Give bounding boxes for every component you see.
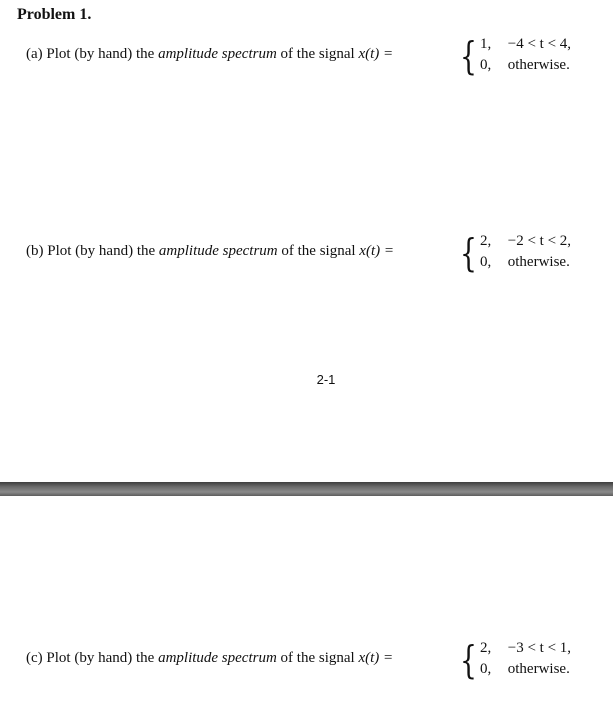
statement-emphasis: amplitude spectrum (158, 243, 278, 259)
part-label: (a) (26, 46, 43, 62)
case-row-first (480, 231, 571, 251)
signal-expression: x(t) = (359, 243, 394, 259)
case-row-first (480, 638, 571, 658)
page-break-divider (0, 482, 613, 496)
statement-emphasis: amplitude spectrum (158, 46, 277, 62)
case-condition: −2 < t < 2, (507, 233, 572, 249)
left-brace-icon: { (460, 231, 477, 275)
case-value: 1, (480, 36, 492, 52)
problem-part-c (0, 636, 613, 692)
signal-expression: x(t) = (358, 46, 394, 62)
problem-part-a (0, 32, 613, 88)
case-row-otherwise (480, 252, 570, 272)
case-row-otherwise (480, 659, 570, 679)
problem-statement (26, 648, 393, 668)
case-row-otherwise (480, 55, 570, 75)
page-number: 2-1 (316, 372, 336, 387)
problem-part-b (0, 229, 613, 285)
statement-suffix: of the signal (280, 46, 355, 62)
part-label: (b) (26, 243, 44, 259)
statement-prefix: Plot (by hand) the (46, 650, 155, 666)
problem-heading: Problem 1. (17, 6, 92, 23)
signal-expression: x(t) = (358, 650, 394, 666)
problem-statement (26, 241, 394, 261)
case-condition: otherwise. (507, 254, 570, 270)
statement-suffix: of the signal (281, 243, 356, 259)
statement-suffix: of the signal (280, 650, 355, 666)
statement-emphasis: amplitude spectrum (158, 650, 277, 666)
case-value: 0, (480, 661, 492, 677)
statement-prefix: Plot (by hand) the (47, 243, 156, 259)
statement-prefix: Plot (by hand) the (46, 46, 155, 62)
problem-statement (26, 44, 393, 64)
case-value: 2, (480, 233, 492, 249)
case-value: 0, (480, 57, 492, 73)
case-value: 0, (480, 254, 492, 270)
case-condition: −3 < t < 1, (507, 640, 572, 656)
case-condition: otherwise. (507, 57, 570, 73)
case-row-first (480, 34, 571, 54)
case-condition: −4 < t < 4, (507, 36, 572, 52)
case-condition: otherwise. (507, 661, 570, 677)
left-brace-icon: { (460, 34, 477, 78)
case-value: 2, (480, 640, 492, 656)
part-label: (c) (26, 650, 43, 666)
left-brace-icon: { (460, 638, 477, 682)
